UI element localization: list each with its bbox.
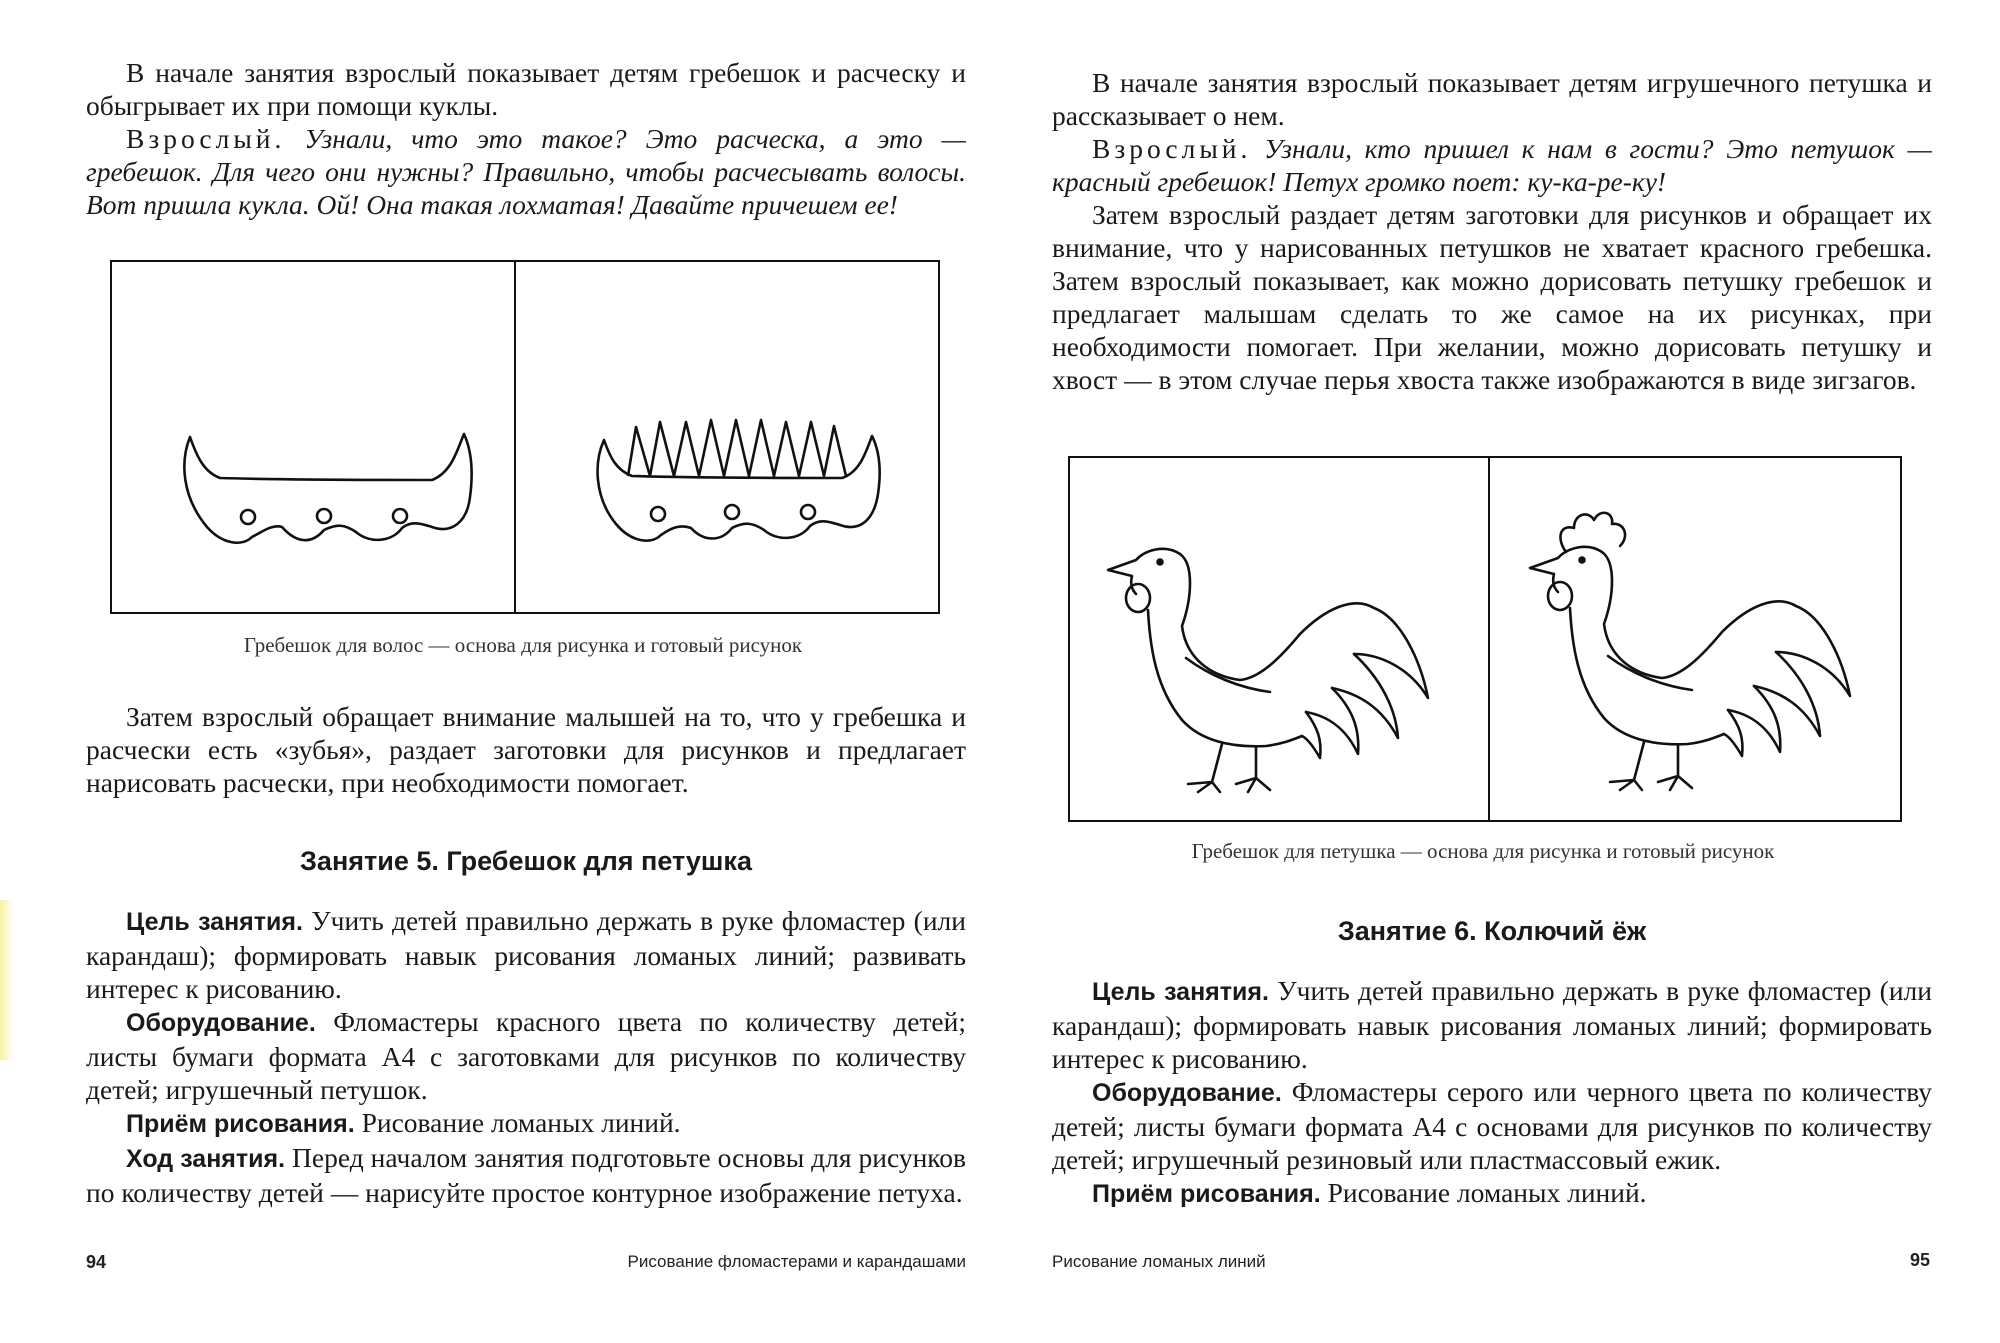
rooster-tail-2: [1332, 654, 1398, 738]
left-after-figure-block: [86, 700, 966, 799]
left-page-number: 94: [86, 1252, 107, 1272]
lesson-6-goal: [1052, 974, 1932, 1075]
comb-figure: [110, 260, 940, 614]
rooster-tail-finished-3: [1728, 686, 1780, 752]
lesson-6-equipment: [1052, 1075, 1932, 1176]
lesson-5-equipment-text: Фломастеры красного цвета по количеству детей; листы бумаги формата А4 с заготовками для рисунков по количеству детей; игрушечный петушок.: [86, 1006, 966, 1105]
lesson-5-course-label: Ход занятия.: [126, 1145, 286, 1173]
rooster-tail-finished-1: [1776, 606, 1850, 696]
rooster-breast: [1148, 610, 1302, 746]
lesson-5-course-text: Перед началом занятия подготовьте основы для рисунков по количеству детей — нарисуйте простое контурное изображение петуха.: [86, 1142, 966, 1208]
rooster-figure: [1068, 456, 1902, 822]
lesson-5-technique: [86, 1106, 966, 1141]
rooster-leg-finished-2: [1658, 746, 1692, 790]
lesson-5-goal-label: Цель занятия.: [126, 908, 303, 936]
lesson-5-technique-text: Рисование ломаных линий.: [361, 1107, 681, 1138]
binding-shadow: [0, 900, 14, 1060]
rooster-leg-2: [1236, 748, 1270, 792]
rooster-comb: [1560, 513, 1625, 552]
lesson-5-equipment: [86, 1005, 966, 1106]
left-running-title: Рисование фломастерами и карандашами: [627, 1252, 966, 1271]
comb-hole-2: [317, 509, 331, 523]
rooster-outline-drawing: [1070, 458, 1488, 820]
comb-outline: [184, 434, 471, 543]
left-intro-block: [86, 56, 966, 221]
right-dialog-speech: Узнали, кто пришел к нам в гости? Это петушок — красный гребешок! Петух громко поет: ку-ка-ре-ку!: [1052, 133, 1933, 197]
comb-hole-3: [393, 509, 407, 523]
comb-teeth: [628, 420, 846, 476]
left-dialog-speech: Узнали, что это такое? Это расческа, а это — гребешок. Для чего они нужны? Правильно, чтобы расчесывать волосы. Вот пришла кукла. Ой! Она такая лохматая! Давайте причешем ее!: [86, 123, 966, 220]
lesson-6-equipment-label: Оборудование.: [1092, 1079, 1282, 1107]
comb-figure-caption: Гребешок для волос — основа для рисунка и готовый рисунок: [243, 633, 803, 657]
comb-hole-5: [725, 505, 739, 519]
rooster-wattle: [1126, 584, 1150, 612]
lesson-6-technique: [1052, 1176, 1932, 1211]
lesson-6-goal-text: Учить детей правильно держать в руке фломастер (или карандаш); формировать навык рисования ломаных линий; формировать интерес к рисованию.: [1052, 975, 1932, 1074]
rooster-leg-finished-1: [1610, 742, 1644, 790]
right-intro-block: [1052, 66, 1932, 396]
left-dialog-speaker: Взрослый.: [126, 123, 286, 154]
rooster-neck-back-finished: [1602, 552, 1796, 678]
rooster-neck-back: [1180, 554, 1374, 680]
rooster-finished-drawing: [1490, 458, 1900, 820]
lesson-6-equipment-text: Фломастеры серого или черного цвета по количеству детей; листы бумаги формата А4 с основами для рисунков по количеству детей; игрушечный резиновый или пластмассовый ежик.: [1052, 1076, 1932, 1175]
lesson-5-body: [86, 904, 966, 1209]
comb-outline-drawing: [112, 262, 514, 612]
rooster-tail-3: [1306, 688, 1358, 754]
lesson-5-technique-label: Приём рисования.: [126, 1110, 355, 1138]
lesson-5-course: [86, 1141, 966, 1209]
rooster-tail-4: [1302, 712, 1320, 758]
comb-outline-finished: [598, 436, 880, 541]
lesson-6-goal-label: Цель занятия.: [1092, 978, 1269, 1006]
rooster-tail-finished-2: [1754, 652, 1820, 736]
rooster-leg-1: [1188, 744, 1222, 792]
left-after-figure-paragraph: Затем взрослый обращает внимание малышей на то, что у гребешка и расчески есть «зубья», раздает заготовки для рисунков и предлагает нарисовать расчески, при необходимости помогает.: [86, 701, 966, 798]
right-dialog-paragraph: [1052, 132, 1932, 198]
lesson-6-body: [1052, 974, 1932, 1211]
right-running-title: Рисование ломаных линий: [1052, 1252, 1266, 1271]
comb-hole-4: [651, 507, 665, 521]
rooster-eye: [1158, 560, 1163, 565]
comb-finished-drawing: [516, 262, 938, 612]
rooster-eye-finished: [1580, 558, 1585, 563]
comb-hole-6: [801, 505, 815, 519]
lesson-6-technique-text: Рисование ломаных линий.: [1327, 1177, 1647, 1208]
lesson-5-goal: [86, 904, 966, 1005]
right-page-number: 95: [1909, 1250, 1930, 1270]
right-dialog-speaker: Взрослый.: [1092, 133, 1252, 164]
left-dialog-paragraph: [86, 122, 966, 221]
right-intro-paragraph: В начале занятия взрослый показывает детям игрушечного петушка и рассказывает о нем.: [1052, 67, 1932, 131]
rooster-figure-caption: Гребешок для петушка — основа для рисунка и готовый рисунок: [1191, 839, 1775, 863]
rooster-tail-1: [1354, 608, 1428, 698]
lesson-6-technique-label: Приём рисования.: [1092, 1180, 1321, 1208]
left-intro-paragraph: В начале занятия взрослый показывает детям гребешок и расческу и обыгрывает их при помощи куклы.: [86, 57, 966, 121]
rooster-breast-finished: [1570, 608, 1724, 744]
lesson-5-title: Занятие 5. Гребешок для петушка: [300, 846, 752, 876]
right-page: [1000, 0, 2000, 1343]
rooster-wattle-finished: [1548, 582, 1572, 610]
lesson-5-equipment-label: Оборудование.: [126, 1009, 316, 1037]
rooster-tail-finished-4: [1724, 710, 1742, 756]
lesson-5-goal-text: Учить детей правильно держать в руке фломастер (или карандаш); формировать навык рисования ломаных линий; развивать интерес к рисованию.: [86, 905, 966, 1004]
right-main-paragraph: Затем взрослый раздает детям заготовки для рисунков и обращает их внимание, что у нарисованных петушков не хватает красного гребешка. Затем взрослый показывает, как можно дорисовать петушку гребешок и предлагает малышам сделать то же самое на их рисунках, при необходимости помогает. При желании, можно дорисовать петушку и хвост — в этом случае перья хвоста также изображаются в виде зигзагов.: [1052, 199, 1932, 395]
comb-hole-1: [241, 510, 255, 524]
lesson-6-title: Занятие 6. Колючий ёж: [1337, 916, 1647, 946]
